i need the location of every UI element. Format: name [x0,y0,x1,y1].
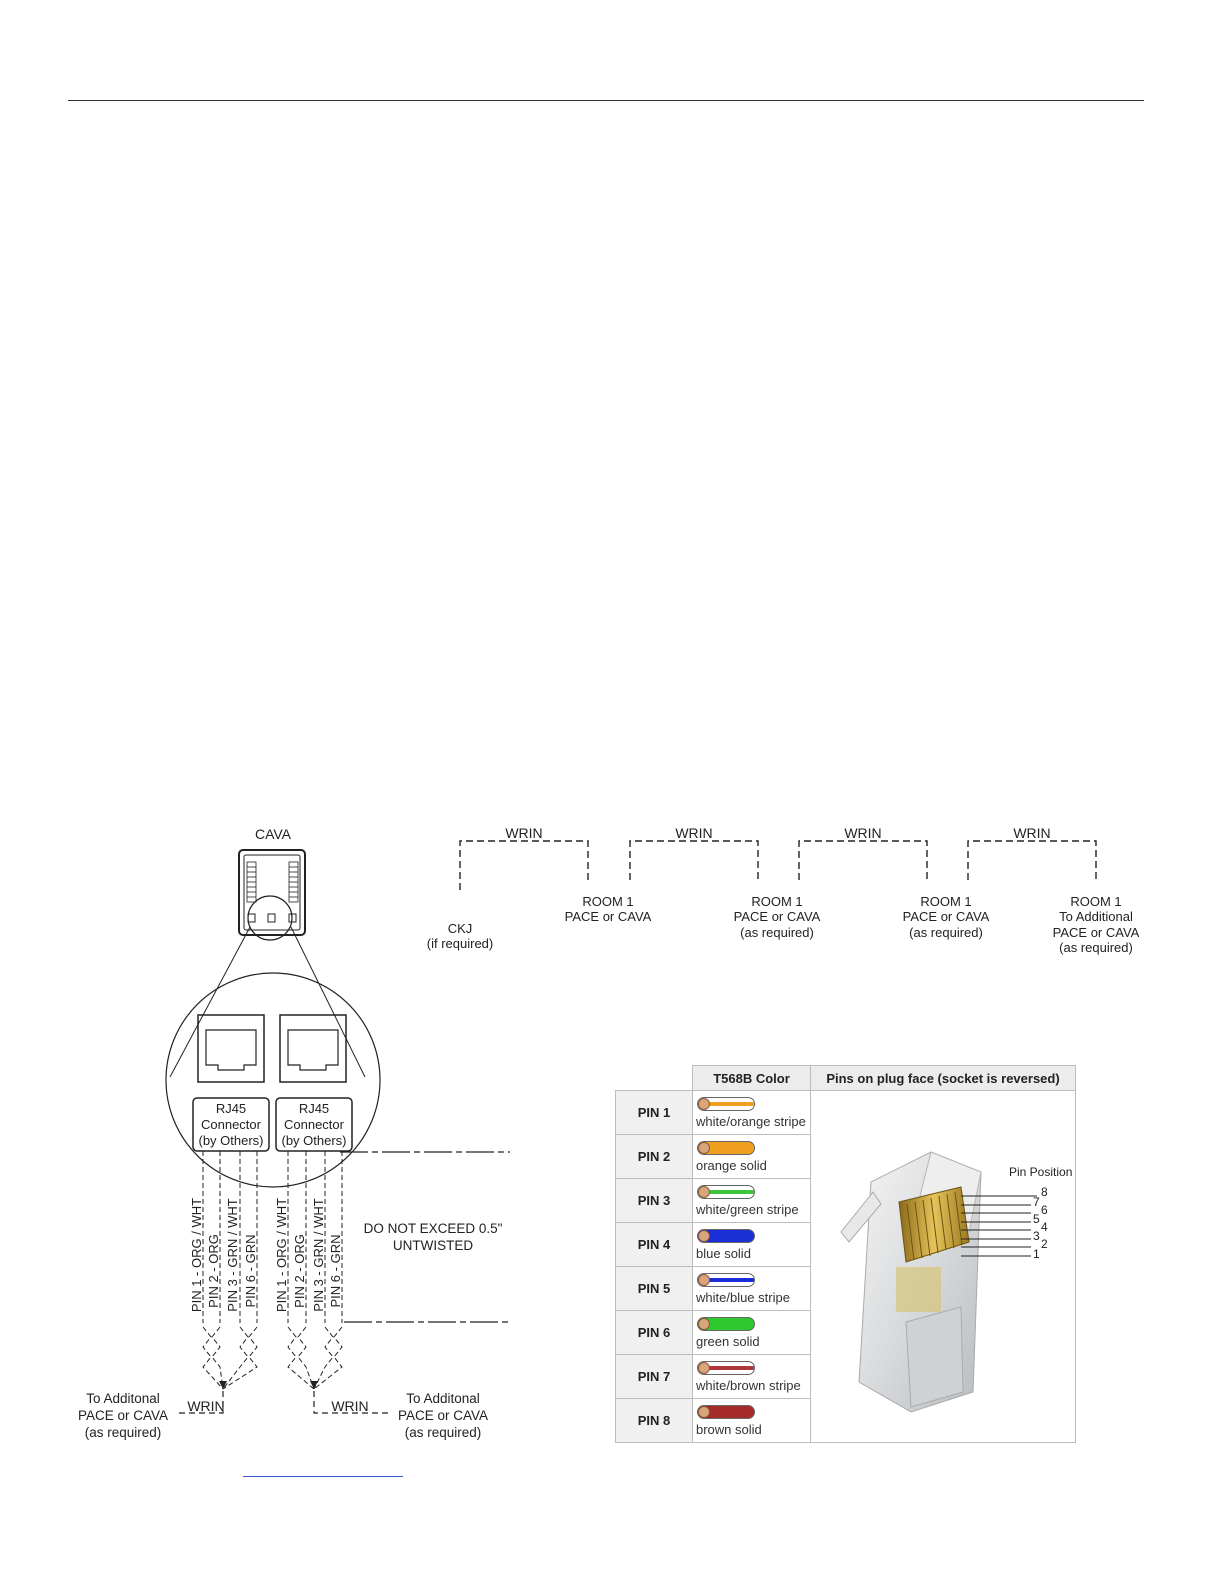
node-ckj-line2: (if required) [426,936,494,951]
wire-swatch-icon [697,1405,755,1419]
color-name: blue solid [696,1246,751,1261]
wrin-label-2: WRIN [675,825,713,841]
pin-label-l1: PIN 1 - ORG / WHT [189,1197,204,1313]
bottom-left-wrin: WRIN [187,1398,225,1414]
node-4-line3: PACE or CAVA [1052,925,1140,940]
pin-num-7: 7 [1033,1194,1040,1209]
color-name: white/blue stripe [696,1290,790,1305]
cava-title: CAVA [254,826,292,842]
bottom-left-line1: To Additonal [86,1391,160,1406]
footer-link[interactable] [243,1476,403,1477]
pin-cell: PIN 3 [616,1179,693,1223]
node-4-line4: (as required) [1059,940,1133,955]
node-ckj-line1: CKJ [447,921,473,936]
connector-right-line3: (by Others) [281,1133,347,1148]
pin-num-1: 1 [1033,1246,1040,1261]
color-cell [693,1267,811,1311]
wire-swatch-icon [697,1317,755,1331]
pin-label-l2: PIN 2 - ORG [206,1234,221,1308]
wrin-run-4 [968,841,1096,880]
wrin-label-3: WRIN [844,825,882,841]
color-name: brown solid [696,1422,762,1437]
wire-swatch-icon [697,1361,755,1375]
untwist-note-line1: DO NOT EXCEED 0.5" [363,1221,503,1236]
pin-cell: PIN 7 [616,1355,693,1399]
color-cell [693,1399,811,1443]
pin-num-2: 2 [1041,1236,1048,1251]
t568b-table [615,1065,1076,1443]
pin-cell: PIN 6 [616,1311,693,1355]
pin-cell: PIN 2 [616,1135,693,1179]
node-3-line1: ROOM 1 [920,894,972,909]
pin-cell: PIN 8 [616,1399,693,1443]
pin-cell: PIN 5 [616,1267,693,1311]
node-1-line1: ROOM 1 [582,894,634,909]
pin-label-l4: PIN 6 - GRN [243,1234,258,1308]
wire-swatch-icon [697,1097,755,1111]
pin-cell: PIN 4 [616,1223,693,1267]
color-name: orange solid [696,1158,767,1173]
node-4-line1: ROOM 1 [1070,894,1122,909]
pin-label-r3: PIN 3 - GRN / WHT [311,1198,326,1312]
wrin-run-2 [630,841,758,880]
untwist-note-line2: UNTWISTED [392,1238,474,1253]
wire-swatch-icon [697,1141,755,1155]
bottom-left-line2: PACE or CAVA [77,1408,169,1423]
pin-num-4: 4 [1041,1219,1048,1234]
bottom-right-wrin: WRIN [331,1398,369,1414]
node-3-line3: (as required) [909,925,983,940]
wrin-label-4: WRIN [1013,825,1051,841]
node-1-line2: PACE or CAVA [564,909,652,924]
pin-label-r2: PIN 2 - ORG [292,1234,307,1308]
connector-left-line3: (by Others) [198,1133,264,1148]
color-cell [693,1091,811,1135]
pin-label-r1: PIN 1 - ORG / WHT [274,1197,289,1313]
pin-position-label: Pin Position [1009,1164,1073,1179]
connector-left-line2: Connector [201,1117,261,1132]
bottom-left-line3: (as required) [84,1425,162,1440]
color-name: white/green stripe [696,1202,799,1217]
color-cell [693,1223,811,1267]
color-name: white/orange stripe [696,1114,806,1129]
color-cell [693,1135,811,1179]
wrin-run-3 [799,841,927,880]
pin-num-5: 5 [1033,1211,1040,1226]
bottom-right-line3: (as required) [404,1425,482,1440]
connector-right-line1: RJ45 [298,1101,330,1116]
node-4-line2: To Additional [1059,909,1133,924]
color-name: green solid [696,1334,760,1349]
pin-num-8: 8 [1041,1184,1048,1199]
pin-num-6: 6 [1041,1202,1048,1217]
pin-label-r4: PIN 6 - GRN [328,1234,343,1308]
bottom-right-line1: To Additonal [406,1391,480,1406]
wrin-run-1 [460,841,588,890]
wire-swatch-icon [697,1229,755,1243]
pin-label-l3: PIN 3 - GRN / WHT [225,1198,240,1312]
wrin-label-1: WRIN [505,825,543,841]
plug-image-cell [811,1091,1076,1443]
color-cell [693,1355,811,1399]
wire-swatch-icon [697,1185,755,1199]
pin-num-3: 3 [1033,1228,1040,1243]
table-header-row [616,1066,1076,1091]
pin-cell: PIN 1 [616,1091,693,1135]
table-row [616,1091,1076,1135]
header-rule [68,100,1144,101]
color-cell [693,1179,811,1223]
rj45-jack-left [198,1015,264,1082]
color-name: white/brown stripe [696,1378,801,1393]
color-cell [693,1311,811,1355]
node-3-line2: PACE or CAVA [902,909,990,924]
wrin-chain-diagram [420,820,1160,965]
wire-swatch-icon [697,1273,755,1287]
header-pins: Pins on plug face (socket is reversed) [811,1066,1076,1091]
node-2-line3: (as required) [740,925,814,940]
node-2-line2: PACE or CAVA [733,909,821,924]
rj45-plug-image [811,1092,1075,1442]
header-color: T568B Color [693,1066,811,1091]
connector-left-line1: RJ45 [215,1101,247,1116]
node-2-line1: ROOM 1 [751,894,803,909]
bottom-right-line2: PACE or CAVA [397,1408,489,1423]
rj45-jack-right [280,1015,346,1082]
connector-right-line2: Connector [284,1117,344,1132]
